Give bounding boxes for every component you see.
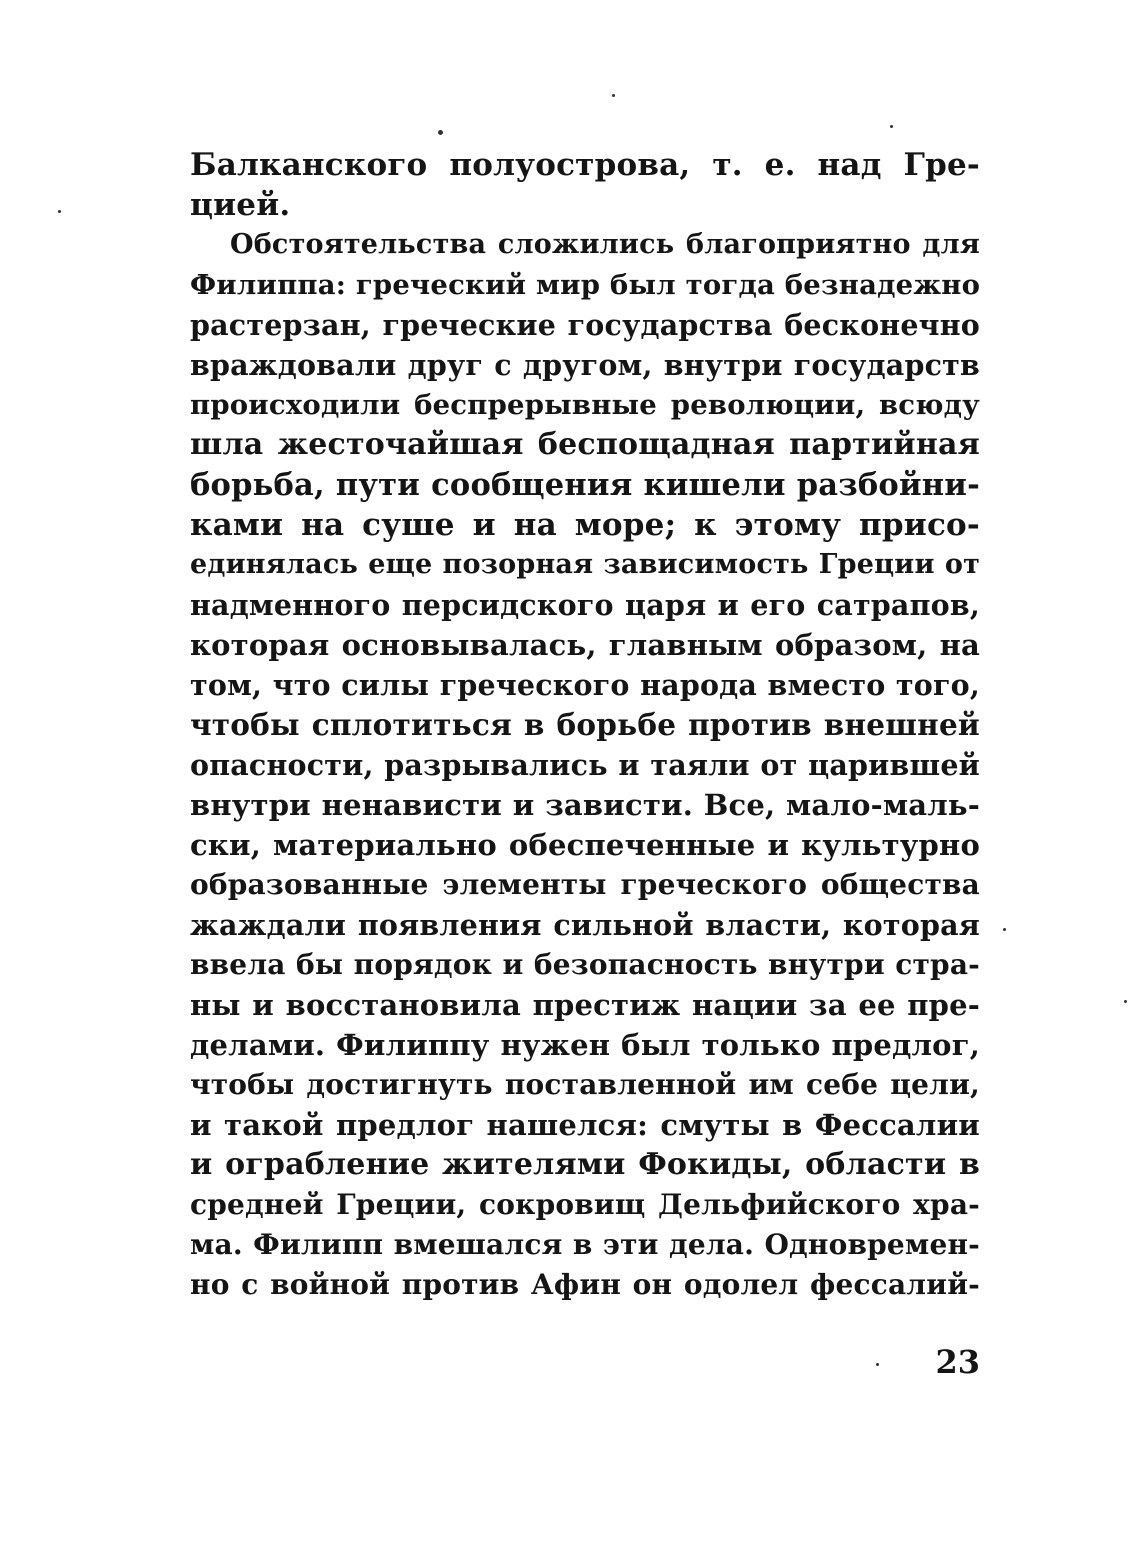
body-text xyxy=(190,145,980,1305)
text-line: опасности, разрывались и таяли от царившей xyxy=(190,748,980,782)
scan-speck xyxy=(58,210,61,213)
scan-speck xyxy=(1124,1000,1127,1003)
text-line: враждовали друг с другом, внутри государств xyxy=(190,348,980,382)
text-line: и такой предлог нашелся: смуты в Фессалии xyxy=(190,1108,980,1142)
text-line: растерзан, греческие государства бесконечно xyxy=(190,308,980,342)
text-line: ма. Филипп вмешался в эти дела. Одновремен- xyxy=(190,1228,980,1261)
text-line: ками на суше и на море; к этому присо- xyxy=(190,507,980,543)
text-line: шла жесточайшая беспощадная партийная xyxy=(190,427,980,462)
scan-speck xyxy=(876,1363,879,1366)
text-line: том, что силы греческого народа вместо того, xyxy=(190,668,980,702)
text-line: делами. Филиппу нужен был только предлог, xyxy=(190,1028,980,1062)
text-line: внутри ненависти и зависти. Все, мало-маль- xyxy=(190,788,980,822)
text-line: ски, материально обеспеченные и культурно xyxy=(190,828,980,862)
scan-speck xyxy=(438,130,443,135)
text-line: ввела бы порядок и безопасность внутри стра- xyxy=(190,948,980,981)
text-line: единялась еще позорная зависимость Греции от xyxy=(190,549,980,580)
text-line: жаждали появления сильной власти, которая xyxy=(190,908,980,942)
text-line: образованные элементы греческого общества xyxy=(190,868,980,901)
text-line: происходили беспрерывные революции, всюду xyxy=(190,389,980,421)
text-line: надменного персидского царя и его сатрапов, xyxy=(190,588,980,622)
text-line: ны и восстановила престиж нации за ее пре- xyxy=(190,988,980,1022)
text-line: Филиппа: греческий мир был тогда безнадежно xyxy=(190,269,981,301)
text-line: цией. xyxy=(190,187,291,223)
text-line: Балканского полуострова, т. е. над Гре- xyxy=(190,147,980,183)
text-line: Обстоятельства сложились благоприятно для xyxy=(230,229,980,260)
text-line: и ограбление жителями Фокиды, области в xyxy=(190,1147,980,1182)
text-line: но с войной против Афин он одолел фессалий- xyxy=(190,1268,980,1301)
text-line: средней Греции, сокровищ Дельфийского хра- xyxy=(190,1188,980,1221)
text-line: которая основывалась, главным образом, на xyxy=(190,628,980,662)
text-line: борьба, пути сообщения кишели разбойни- xyxy=(190,467,980,503)
scan-speck xyxy=(890,125,893,128)
scan-speck xyxy=(612,94,615,97)
scan-speck xyxy=(1003,928,1006,931)
text-line: чтобы сплотиться в борьбе против внешней xyxy=(190,707,980,742)
page-number: 23 xyxy=(935,1343,980,1381)
text-line: чтобы достигнуть поставленной им себе цели, xyxy=(190,1068,980,1101)
